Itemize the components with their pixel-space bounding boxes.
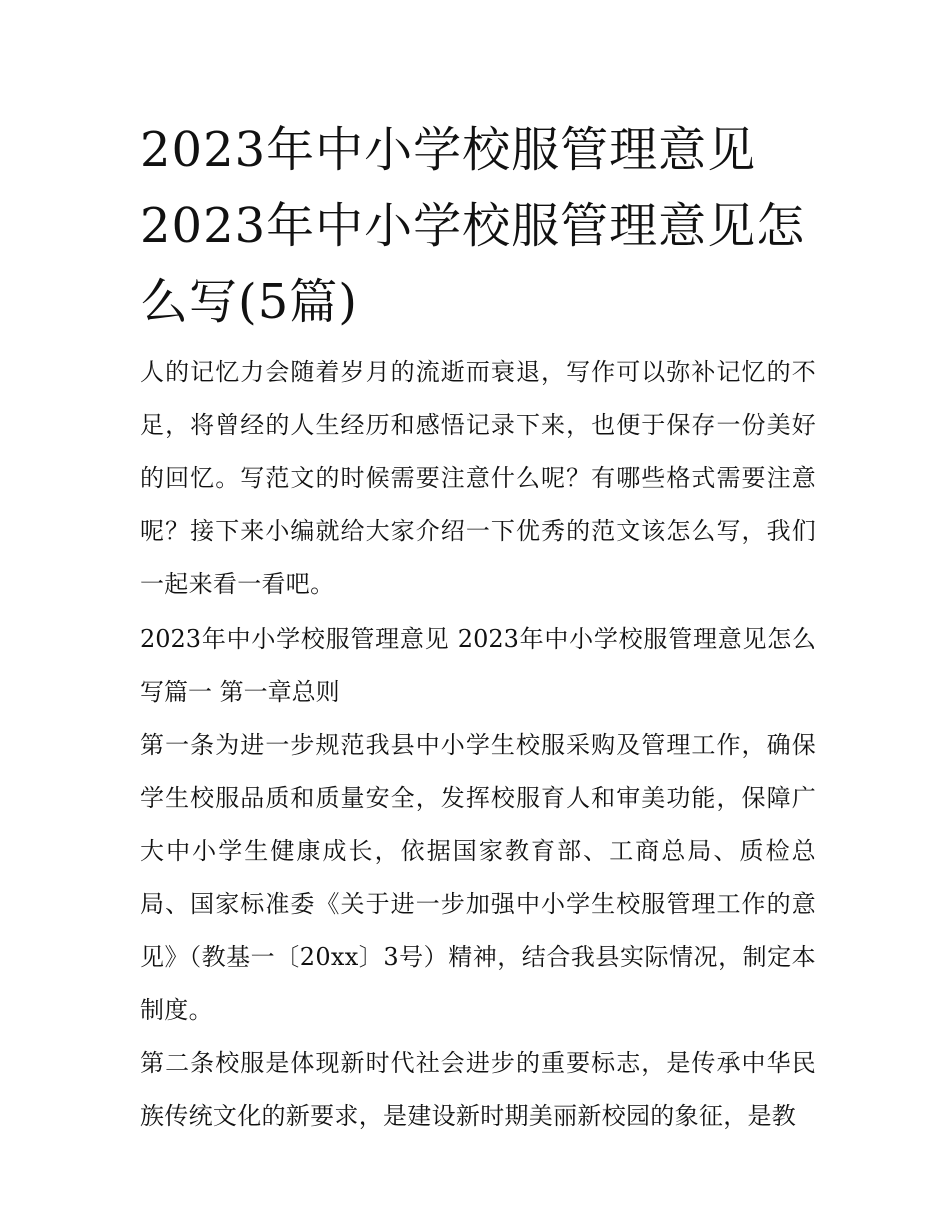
article-2-paragraph: 第二条校服是体现新时代社会进步的重要标志，是传承中华民族传统文化的新要求，是建设新时期美丽新校园的象征，是教 bbox=[140, 1049, 816, 1130]
title-line-2: 2023年中小学校服管理意见怎 bbox=[140, 198, 806, 254]
intro-paragraph: 人的记忆力会随着岁月的流逝而衰退，写作可以弥补记忆的不足，将曾经的人生经历和感悟记录下来，也便于保存一份美好的回忆。写范文的时候需要注意什么呢？有哪些格式需要注意呢？接下来小编就给大家介绍一下优秀的范文该怎么写，我们一起来看一看吧。 bbox=[140, 358, 816, 598]
title-line-1: 2023年中小学校服管理意见 bbox=[140, 122, 757, 178]
article-1-paragraph: 第一条为进一步规范我县中小学生校服采购及管理工作，确保学生校服品质和质量安全，发挥校服育人和审美功能，保障广大中小学生健康成长，依据国家教育部、工商总局、质检总局、国家标准委《关于进一步加强中小学生校服管理工作的意见》（教基一〔20xx〕3号）精神，结合我县实际情况，制定本制度。 bbox=[140, 731, 816, 1024]
document-title bbox=[140, 112, 816, 340]
title-line-3: 么写(5篇) bbox=[140, 274, 358, 330]
document-body bbox=[140, 112, 816, 1143]
section-heading: 2023年中小学校服管理意见 2023年中小学校服管理意见怎么写篇一 第一章总则 bbox=[140, 625, 816, 706]
